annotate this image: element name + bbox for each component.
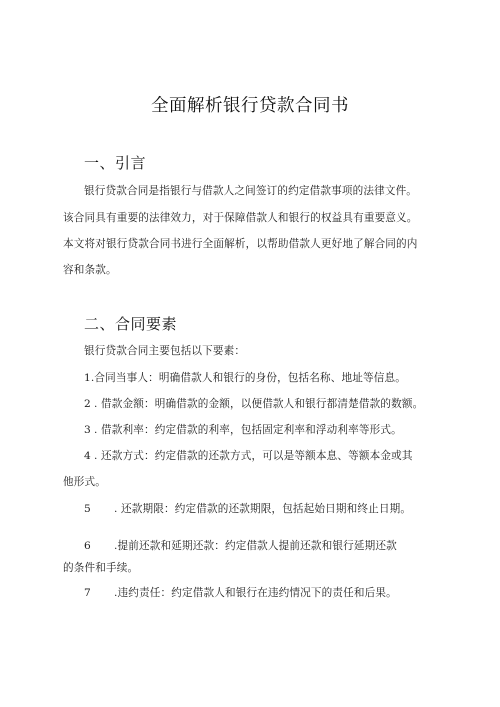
list-item	[84, 370, 406, 385]
paragraph-line: 本文将对银行贷款合同书进行全面解析，以帮助借款人更好地了解合同的内	[63, 238, 418, 250]
list-item	[84, 538, 397, 553]
section-heading-intro: 一、引言	[84, 154, 147, 172]
list-item	[84, 585, 397, 600]
list-item-text: .提前还款和延期还款：约定借款人提前还款和银行延期还款	[114, 540, 397, 552]
document-title: 全面解析银行贷款合同书	[151, 96, 349, 116]
paragraph-line: 该合同具有重要的法律效力，对于保障借款人和银行的权益具有重要意义。	[63, 212, 418, 224]
list-item-text: 合同当事人：明确借款人和银行的身份，包括名称、地址等信息。	[94, 372, 406, 384]
section-intro: 银行贷款合同主要包括以下要素：	[84, 345, 246, 357]
list-item-number: 6	[84, 540, 91, 552]
list-item-text: .违约责任：约定借款人和银行在违约情况下的责任和后果。	[114, 587, 397, 599]
paragraph-line: 容和条款。	[63, 264, 117, 276]
list-item-number: 3	[84, 424, 91, 436]
list-item	[84, 396, 423, 411]
list-item-number: 1.	[84, 372, 95, 384]
list-item	[84, 448, 413, 463]
list-item-text: . 还款期限：约定借款的还款期限，包括起始日期和终止日期。	[114, 503, 412, 515]
list-item-continuation: 他形式。	[63, 476, 106, 488]
paragraph-line: 银行贷款合同是指银行与借款人之间签订的约定借款事项的法律文件。	[84, 185, 418, 197]
list-item-number: 5	[84, 503, 91, 515]
list-item-number: 7	[84, 587, 91, 599]
list-item-text: . 借款利率：约定借款的利率，包括固定利率和浮动利率等形式。	[94, 424, 402, 436]
list-item-number: 4	[84, 450, 91, 462]
list-item	[84, 501, 411, 516]
list-item-number: 2	[84, 398, 91, 410]
list-item-continuation: 的条件和手续。	[63, 562, 139, 574]
list-item	[84, 422, 402, 437]
list-item-text: . 借款金额：明确借款的金额，以便借款人和银行都清楚借款的数额。	[94, 398, 424, 410]
list-item-text: . 还款方式：约定借款的还款方式，可以是等额本息、等额本金或其	[94, 450, 413, 462]
section-heading-elements: 二、合同要素	[84, 315, 178, 333]
